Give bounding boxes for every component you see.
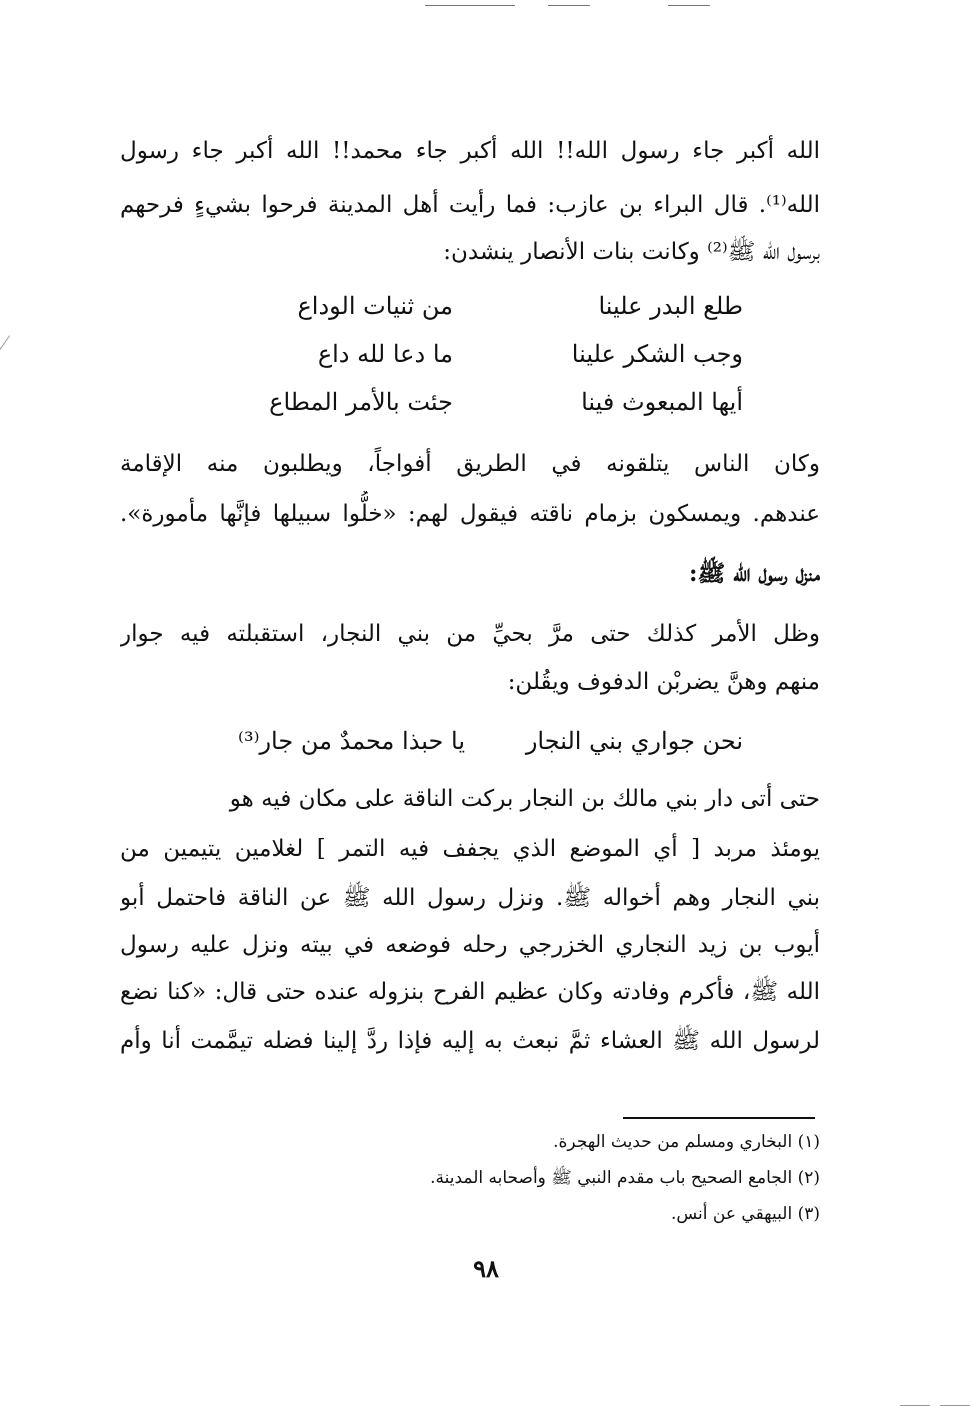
body-line: الله ﷺ، فأكرم وفادته وكان عظيم الفرح بنزوله عنده حتى قال: «كنا نضع	[120, 979, 820, 1005]
verse-first-hemistich: وجب الشكر علينا	[571, 340, 743, 368]
top-scan-line	[425, 5, 515, 6]
poem-verse	[183, 331, 743, 377]
scan-mark	[0, 335, 10, 350]
scan-mark	[940, 1405, 970, 1406]
verse-second-hemistich: يا حبذا محمدٌ من جار⁽³⁾	[238, 727, 465, 755]
footnote: (١) البخاري ومسلم من حديث الهجرة.	[553, 1132, 820, 1152]
footnote: (٢) الجامع الصحيح باب مقدم النبي ﷺ وأصحابه المدينة.	[430, 1168, 820, 1188]
poem-verse	[183, 718, 743, 764]
body-line: الله⁽¹⁾. قال البراء بن عازب: فما رأيت أهل المدينة فرحوا بشيءٍ فرحهم	[120, 192, 820, 218]
poem-verse	[183, 379, 743, 425]
footnote: (٣) البيهقي عن أنس.	[670, 1204, 820, 1224]
page-number: ٩٨	[473, 1254, 499, 1283]
body-line: أيوب بن زيد النجاري الخزرجي رحله فوضعه في بيته ونزل عليه رسول	[120, 932, 820, 958]
verse-first-hemistich: نحن جواري بني النجار	[525, 727, 743, 755]
scan-mark	[900, 1405, 930, 1406]
top-scan-line	[548, 5, 590, 6]
body-line: بني النجار وهم أخواله ﷺ. ونزل رسول الله ﷺ عن الناقة فاحتمل أبو	[120, 885, 820, 911]
verse-first-hemistich: أيها المبعوث فينا	[581, 388, 743, 416]
body-line: عندهم. ويمسكون بزمام ناقته فيقول لهم: «خلُّوا سبيلها فإنَّها مأمورة».	[120, 501, 820, 527]
section-heading: منزل رسول الله ﷺ:	[689, 560, 820, 587]
top-scan-line	[668, 5, 710, 6]
body-line: وكان الناس يتلقونه في الطريق أفواجاً، ويطلبون منه الإقامة	[120, 451, 820, 477]
verse-second-hemistich: جئت بالأمر المطاع	[269, 388, 453, 416]
body-line: برسول الله ﷺ⁽²⁾ وكانت بنات الأنصار ينشدن:	[443, 239, 820, 265]
verse-second-hemistich: من ثنيات الوداع	[297, 292, 453, 320]
footnote-separator	[623, 1117, 815, 1119]
verse-first-hemistich: طلع البدر علينا	[598, 292, 743, 320]
poem-verse	[183, 283, 743, 329]
body-line: الله أكبر جاء رسول الله!! الله أكبر جاء محمد!! الله أكبر جاء رسول	[120, 138, 820, 164]
body-line: منهم وهنَّ يضربْن الدفوف ويقُلن:	[507, 669, 820, 695]
body-line: لرسول الله ﷺ العشاء ثمَّ نبعث به إليه فإذا ردَّ إلينا فضله تيمَّمت أنا وأم	[120, 1028, 820, 1054]
body-line: حتى أتى دار بني مالك بن النجار بركت الناقة على مكان فيه هو	[229, 786, 820, 812]
body-line: وظل الأمر كذلك حتى مرَّ بحيِّ من بني النجار، استقبلته فيه جوار	[120, 621, 820, 647]
verse-second-hemistich: ما دعا لله داع	[317, 340, 453, 368]
body-line: يومئذ مربد [ أي الموضع الذي يجفف فيه التمر ] لغلامين يتيمين من	[120, 836, 820, 862]
